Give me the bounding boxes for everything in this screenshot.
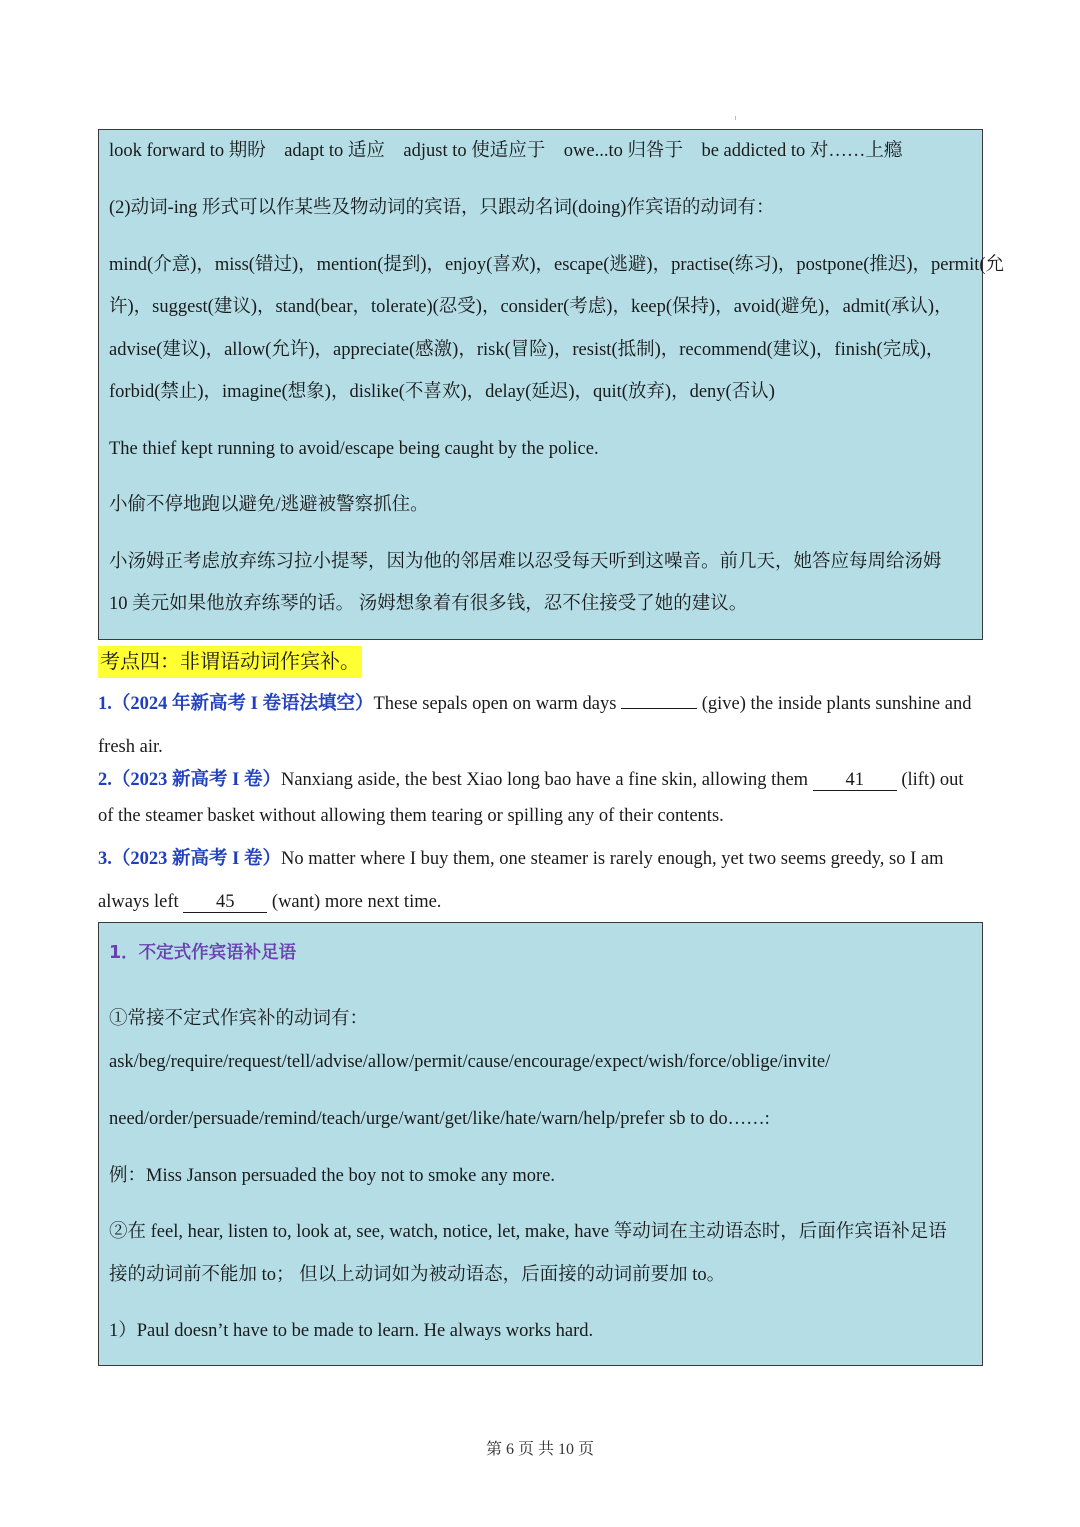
question-label: 1.（2024 年新高考 I 卷语法填空）: [98, 694, 374, 714]
question-text: Nanxiang aside, the best Xiao long bao have a fine skin, allowing them: [280, 770, 813, 790]
page-number: 第 6 页 共 10 页: [485, 1441, 594, 1458]
question-text: (lift) out: [896, 770, 964, 790]
question-label: 3.（2023 新高考 I 卷）: [98, 849, 281, 869]
box-line: The thief kept running to avoid/escape being caught by the police.: [109, 439, 599, 459]
answer-blank[interactable]: 45: [183, 892, 267, 913]
question-3: [98, 846, 943, 872]
notes-box-infinitive: [98, 922, 983, 1366]
question-3-continued: [98, 889, 441, 915]
question-text: always left: [98, 892, 184, 912]
section-heading: 考点四：非谓语动词作宾补。: [98, 646, 362, 678]
box-line: ask/beg/require/request/tell/advise/allow/permit/cause/encourage/expect/wish/force/oblige/invite/: [109, 1052, 831, 1072]
question-text: No matter where I buy them, one steamer is rarely enough, yet two seems greedy, so I am: [280, 849, 944, 869]
box-line: 例：Miss Janson persuaded the boy not to smoke any more.: [109, 1166, 555, 1186]
box-line: ②在 feel, hear, listen to, look at, see, watch, notice, let, make, have 等动词在主动语态时，后面作宾语补足语: [109, 1222, 947, 1242]
notes-box-gerund: [98, 129, 1005, 640]
box-line: look forward to 期盼 adapt to 适应 adjust to 使适应于 owe...to 归咎于 be addicted to 对……上瘾: [109, 141, 903, 161]
box-title: 1．不定式作宾语补足语: [109, 943, 297, 963]
box-line: 许)，suggest(建议)，stand(bear，tolerate)(忍受)，consider(考虑)，keep(保持)，avoid(避免)，admit(承认)，: [109, 297, 953, 317]
question-label: 2.（2023 新高考 I 卷）: [98, 770, 281, 790]
question-text: These sepals open on warm days: [373, 694, 622, 714]
box-line: (2)动词-ing 形式可以作某些及物动词的宾语，只跟动名词(doing)作宾语的动词有：: [109, 198, 775, 218]
box-line: 10 美元如果他放弃练琴的话。 汤姆想象着有很多钱，忍不住接受了她的建议。: [109, 594, 748, 614]
page-mark: [735, 116, 736, 120]
box-line: 小汤姆正考虑放弃练习拉小提琴，因为他的邻居难以忍受每天听到这噪音。前几天，她答应每周给汤姆: [109, 552, 942, 572]
question-text: (give) the inside plants sunshine and: [697, 694, 972, 714]
box-line: ①常接不定式作宾补的动词有：: [109, 1009, 369, 1029]
question-1-continued: fresh air.: [98, 737, 163, 757]
answer-blank[interactable]: [621, 708, 697, 709]
question-2: [98, 767, 964, 793]
box-line: advise(建议)，allow(允许)，appreciate(感激)，risk(冒险)，resist(抵制)，recommend(建议)，finish(完成)，: [109, 340, 945, 360]
box-line: need/order/persuade/remind/teach/urge/want/get/like/hate/warn/help/prefer sb to do……:: [109, 1109, 770, 1129]
box-line: 小偷不停地跑以避免/逃避被警察抓住。: [109, 495, 429, 515]
box-line: mind(介意)，miss(错过)，mention(提到)，enjoy(喜欢)，escape(逃避)，practise(练习)，postpone(推迟)，permit(允: [109, 255, 1005, 275]
box-line: 1）Paul doesn’t have to be made to learn. He always works hard.: [109, 1321, 594, 1341]
question-1: [98, 691, 971, 717]
box-line: 接的动词前不能加 to； 但以上动词如为被动语态，后面接的动词前要加 to。: [109, 1265, 726, 1285]
question-text: (want) more next time.: [267, 892, 442, 912]
answer-blank[interactable]: 41: [813, 770, 897, 791]
question-2-continued: of the steamer basket without allowing them tearing or spilling any of their contents.: [98, 806, 724, 826]
box-line: forbid(禁止)，imagine(想象)，dislike(不喜欢)，delay(延迟)，quit(放弃)，deny(否认): [109, 382, 775, 402]
